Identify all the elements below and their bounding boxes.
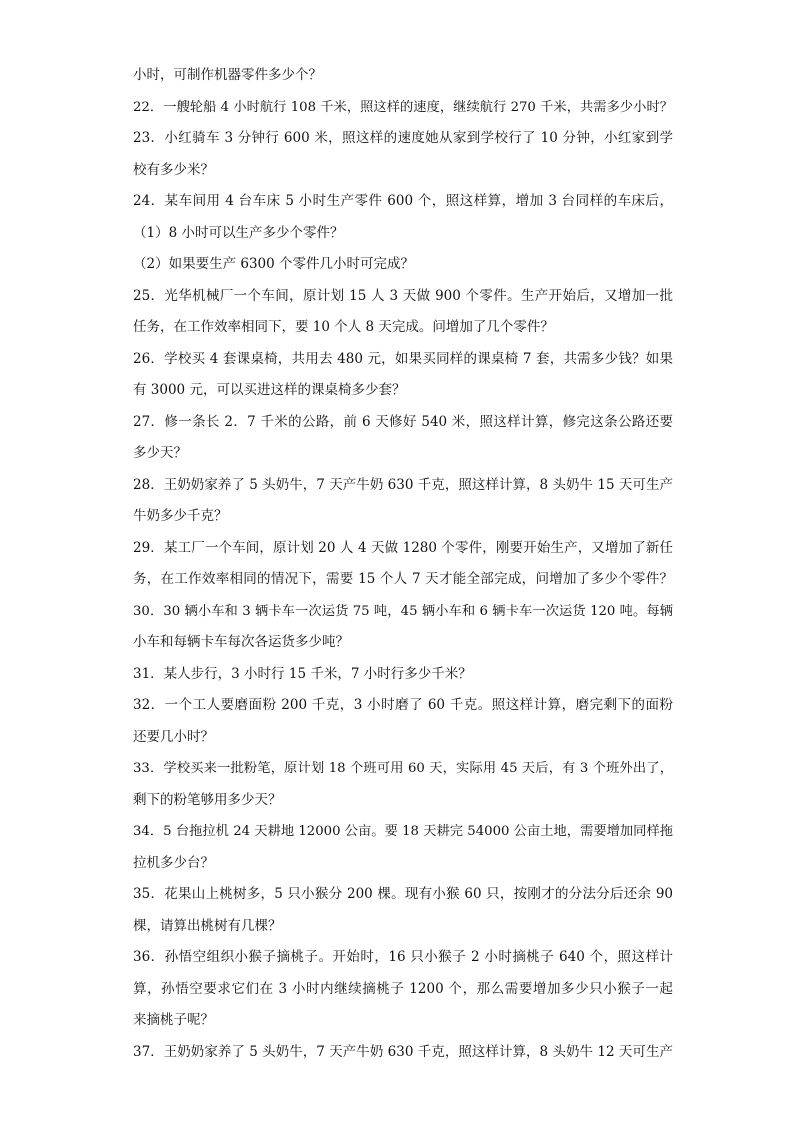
problem-32: 32．一个工人要磨面粉 200 千克，3 小时磨了 60 千克。照这样计算，磨完剩下的面粉 xyxy=(133,697,673,713)
problem-34: 34．5 台拖拉机 24 天耕地 12000 公亩。要 18 天耕完 54000 公亩土地，需要增加同样拖 xyxy=(133,824,673,839)
problem-23: 23．小红骑车 3 分钟行 600 米，照这样的速度她从家到学校行了 10 分钟，小红家到学 xyxy=(133,130,673,146)
problem-27: 27．修一条长 2．7 千米的公路，前 6 天修好 540 米，照这样计算，修完这条公路还要 xyxy=(133,413,673,430)
problem-29: 29．某工厂一个车间，原计划 20 人 4 天做 1280 个零件，刚要开始生产，又增加了新任 xyxy=(133,539,673,556)
problem-22: 22．一艘轮船 4 小时航行 108 千米，照这样的速度，继续航行 270 千米，共需多少小时？ xyxy=(133,99,673,115)
text-line: 还要几小时？ xyxy=(133,728,214,745)
problem-24: 24．某车间用 4 台车床 5 小时生产零件 600 个，照这样算，增加 3 台同样的车床后， xyxy=(133,193,673,209)
problem-25: 25．光华机械厂一个车间，原计划 15 人 3 天做 900 个零件。生产开始后，又增加一批 xyxy=(133,287,673,304)
problem-26: 26．学校买 4 套课桌椅，共用去 480 元，如果买同样的课桌椅 7 套，共需多少钱？如果 xyxy=(133,350,673,367)
problem-37: 37．王奶奶家养了 5 头奶牛，7 天产牛奶 630 千克，照这样计算，8 头奶牛 12 天可生产 xyxy=(133,1043,673,1060)
problem-33: 33．学校买来一批粉笔，原计划 18 个班可用 60 天，实际用 45 天后，有 3 个班外出了， xyxy=(133,761,673,776)
problem-31: 31．某人步行，3 小时行 15 千米，7 小时行多少千米？ xyxy=(133,665,472,682)
text-line: 牛奶多少千克？ xyxy=(133,508,228,524)
text-line: 校有多少米？ xyxy=(133,161,214,178)
problem-36: 36．孙悟空组织小猴子摘桃子。开始时，16 只小猴子 2 小时摘桃子 640 个，照这样计 xyxy=(133,949,673,965)
text-line: 来摘桃子呢？ xyxy=(133,1012,214,1028)
problem-24-part-2: （2）如果要生产 6300 个零件几小时可完成？ xyxy=(133,256,415,272)
text-line: 多少天？ xyxy=(133,445,187,461)
problem-list xyxy=(133,60,673,1068)
text-line: 小时，可制作机器零件多少个？ xyxy=(133,67,322,83)
problem-30: 30．30 辆小车和 3 辆卡车一次运货 75 吨，45 辆小车和 6 辆卡车一次运货 120 吨。每辆 xyxy=(133,603,673,619)
text-line: 算，孙悟空要求它们在 3 小时内继续摘桃子 1200 个，那么需要增加多少只小猴子一起 xyxy=(133,980,673,997)
text-line: 有 3000 元，可以买进这样的课桌椅多少套？ xyxy=(133,382,406,398)
text-line: 棵，请算出桃树有几棵？ xyxy=(133,917,282,934)
problem-35: 35．花果山上桃树多，5 只小猴分 200 棵。现有小猴 60 只，按刚才的分法分后还余 90 xyxy=(133,886,673,902)
problem-28: 28．王奶奶家养了 5 头奶牛，7 天产牛奶 630 千克，照这样计算，8 头奶牛 15 天可生产 xyxy=(133,476,673,493)
text-line: 务，在工作效率相同的情况下，需要 15 个人 7 天才能全部完成，问增加了多少个零件？ xyxy=(133,571,673,587)
text-line: 剩下的粉笔够用多少天？ xyxy=(133,791,282,808)
text-line: 小车和每辆卡车每次各运货多少吨？ xyxy=(133,634,349,650)
problem-24-part-1: （1）8 小时可以生产多少个零件？ xyxy=(133,224,344,241)
text-line: 任务，在工作效率相同下，要 10 个人 8 天完成。问增加了几个零件？ xyxy=(133,319,554,335)
text-line: 拉机多少台？ xyxy=(133,854,214,871)
